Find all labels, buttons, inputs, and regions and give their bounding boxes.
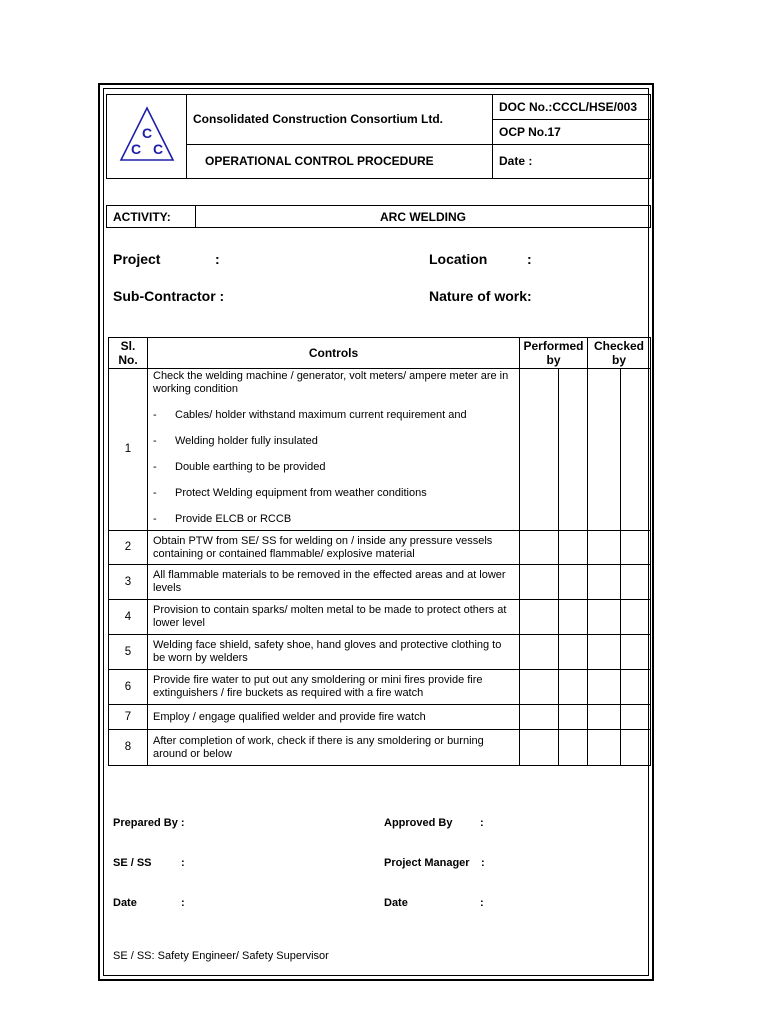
approved-by-colon: : — [480, 817, 484, 829]
row-number: 5 — [109, 635, 148, 670]
performed-by-sign-cell[interactable] — [559, 670, 588, 705]
performed-by-cell[interactable] — [520, 600, 559, 635]
checked-by-sign-cell[interactable] — [621, 670, 651, 705]
sub-contractor-label: Sub-Contractor : — [113, 288, 225, 304]
checked-by-cell[interactable] — [588, 565, 621, 600]
checked-by-sign-cell[interactable] — [621, 705, 651, 730]
date-right-label: Date — [384, 897, 408, 909]
performed-by-sign-cell[interactable] — [559, 369, 588, 531]
location-colon: : — [527, 251, 532, 267]
control-subitem: - Cables/ holder withstand maximum current requirement and — [153, 409, 467, 421]
activity-label: ACTIVITY: — [107, 206, 196, 228]
svg-text:C: C — [130, 141, 142, 157]
location-label: Location — [429, 251, 488, 267]
project-colon: : — [215, 251, 220, 267]
date-left-colon: : — [181, 897, 185, 909]
doc-number: DOC No.:CCCL/HSE/003 — [493, 95, 651, 120]
procedure-title: OPERATIONAL CONTROL PROCEDURE — [187, 144, 493, 178]
document-header — [106, 94, 651, 179]
control-text: Provide fire water to put out any smoldering or mini fires provide fire extinguishers / fire buckets as required with a fire watch — [148, 670, 520, 705]
row-number: 3 — [109, 565, 148, 600]
activity-row — [106, 205, 651, 228]
company-name: Consolidated Construction Consortium Ltd. — [187, 95, 493, 145]
control-text: All flammable materials to be removed in the effected areas and at lower levels — [148, 565, 520, 600]
control-subitem: - Protect Welding equipment from weather conditions — [153, 487, 427, 499]
control-text: Obtain PTW from SE/ SS for welding on / inside any pressure vessels containing or contained flammable/ explosive material — [148, 531, 520, 565]
date-field: Date : — [493, 144, 651, 178]
checked-by-cell[interactable] — [588, 531, 621, 565]
col-performed-by: Performed by — [520, 338, 588, 369]
table-row — [109, 531, 651, 565]
row-number: 4 — [109, 600, 148, 635]
col-checked-by: Checked by — [588, 338, 651, 369]
table-row — [109, 369, 651, 531]
performed-by-sign-cell[interactable] — [559, 531, 588, 565]
control-text: After completion of work, check if there is any smoldering or burning around or below — [148, 730, 520, 766]
row-number: 8 — [109, 730, 148, 766]
performed-by-cell[interactable] — [520, 705, 559, 730]
prepared-by-label: Prepared By : — [113, 817, 185, 829]
col-controls: Controls — [148, 338, 520, 369]
checked-by-cell[interactable] — [588, 705, 621, 730]
se-ss-colon: : — [181, 857, 185, 869]
row-number: 7 — [109, 705, 148, 730]
project-manager-colon: : — [481, 857, 485, 869]
control-subitem: - Double earthing to be provided — [153, 461, 326, 473]
svg-text:C: C — [141, 125, 153, 141]
date-right-colon: : — [480, 897, 484, 909]
table-row — [109, 600, 651, 635]
control-subitem: - Welding holder fully insulated — [153, 435, 318, 447]
nature-of-work-label: Nature of work: — [429, 288, 532, 304]
control-text: Provision to contain sparks/ molten metal to be made to protect others at lower level — [148, 600, 520, 635]
project-manager-label: Project Manager — [384, 857, 470, 869]
performed-by-sign-cell[interactable] — [559, 730, 588, 766]
performed-by-cell[interactable] — [520, 565, 559, 600]
company-logo — [107, 95, 187, 175]
performed-by-sign-cell[interactable] — [559, 705, 588, 730]
control-text — [148, 369, 520, 531]
checked-by-sign-cell[interactable] — [621, 531, 651, 565]
svg-text:C: C — [152, 141, 164, 157]
table-row — [109, 635, 651, 670]
checked-by-sign-cell[interactable] — [621, 635, 651, 670]
footnote: SE / SS: Safety Engineer/ Safety Supervisor — [113, 950, 329, 962]
performed-by-sign-cell[interactable] — [559, 600, 588, 635]
performed-by-cell[interactable] — [520, 369, 559, 531]
checked-by-cell[interactable] — [588, 730, 621, 766]
se-ss-label: SE / SS — [113, 857, 152, 869]
table-row — [109, 565, 651, 600]
logo-cell — [107, 95, 187, 179]
performed-by-cell[interactable] — [520, 670, 559, 705]
checked-by-cell[interactable] — [588, 369, 621, 531]
performed-by-sign-cell[interactable] — [559, 635, 588, 670]
checked-by-sign-cell[interactable] — [621, 600, 651, 635]
checked-by-cell[interactable] — [588, 670, 621, 705]
performed-by-cell[interactable] — [520, 531, 559, 565]
controls-table — [108, 337, 651, 766]
project-label: Project — [113, 251, 161, 267]
table-row — [109, 705, 651, 730]
table-header-row — [109, 338, 651, 369]
col-sl-no: Sl. No. — [109, 338, 148, 369]
checked-by-sign-cell[interactable] — [621, 369, 651, 531]
date-left-label: Date — [113, 897, 137, 909]
checked-by-cell[interactable] — [588, 600, 621, 635]
activity-value: ARC WELDING — [196, 206, 651, 228]
control-text: Employ / engage qualified welder and provide fire watch — [148, 705, 520, 730]
control-main-text: Check the welding machine / generator, volt meters/ ampere meter are in working condition — [153, 370, 509, 395]
table-row — [109, 730, 651, 766]
performed-by-cell[interactable] — [520, 730, 559, 766]
checked-by-sign-cell[interactable] — [621, 730, 651, 766]
ocp-number: OCP No.17 — [493, 119, 651, 144]
performed-by-cell[interactable] — [520, 635, 559, 670]
row-number: 6 — [109, 670, 148, 705]
row-number: 1 — [109, 369, 148, 531]
control-text: Welding face shield, safety shoe, hand gloves and protective clothing to be worn by welders — [148, 635, 520, 670]
table-row — [109, 670, 651, 705]
checked-by-sign-cell[interactable] — [621, 565, 651, 600]
performed-by-sign-cell[interactable] — [559, 565, 588, 600]
row-number: 2 — [109, 531, 148, 565]
approved-by-label: Approved By — [384, 817, 453, 829]
checked-by-cell[interactable] — [588, 635, 621, 670]
control-subitem: - Provide ELCB or RCCB — [153, 513, 292, 525]
